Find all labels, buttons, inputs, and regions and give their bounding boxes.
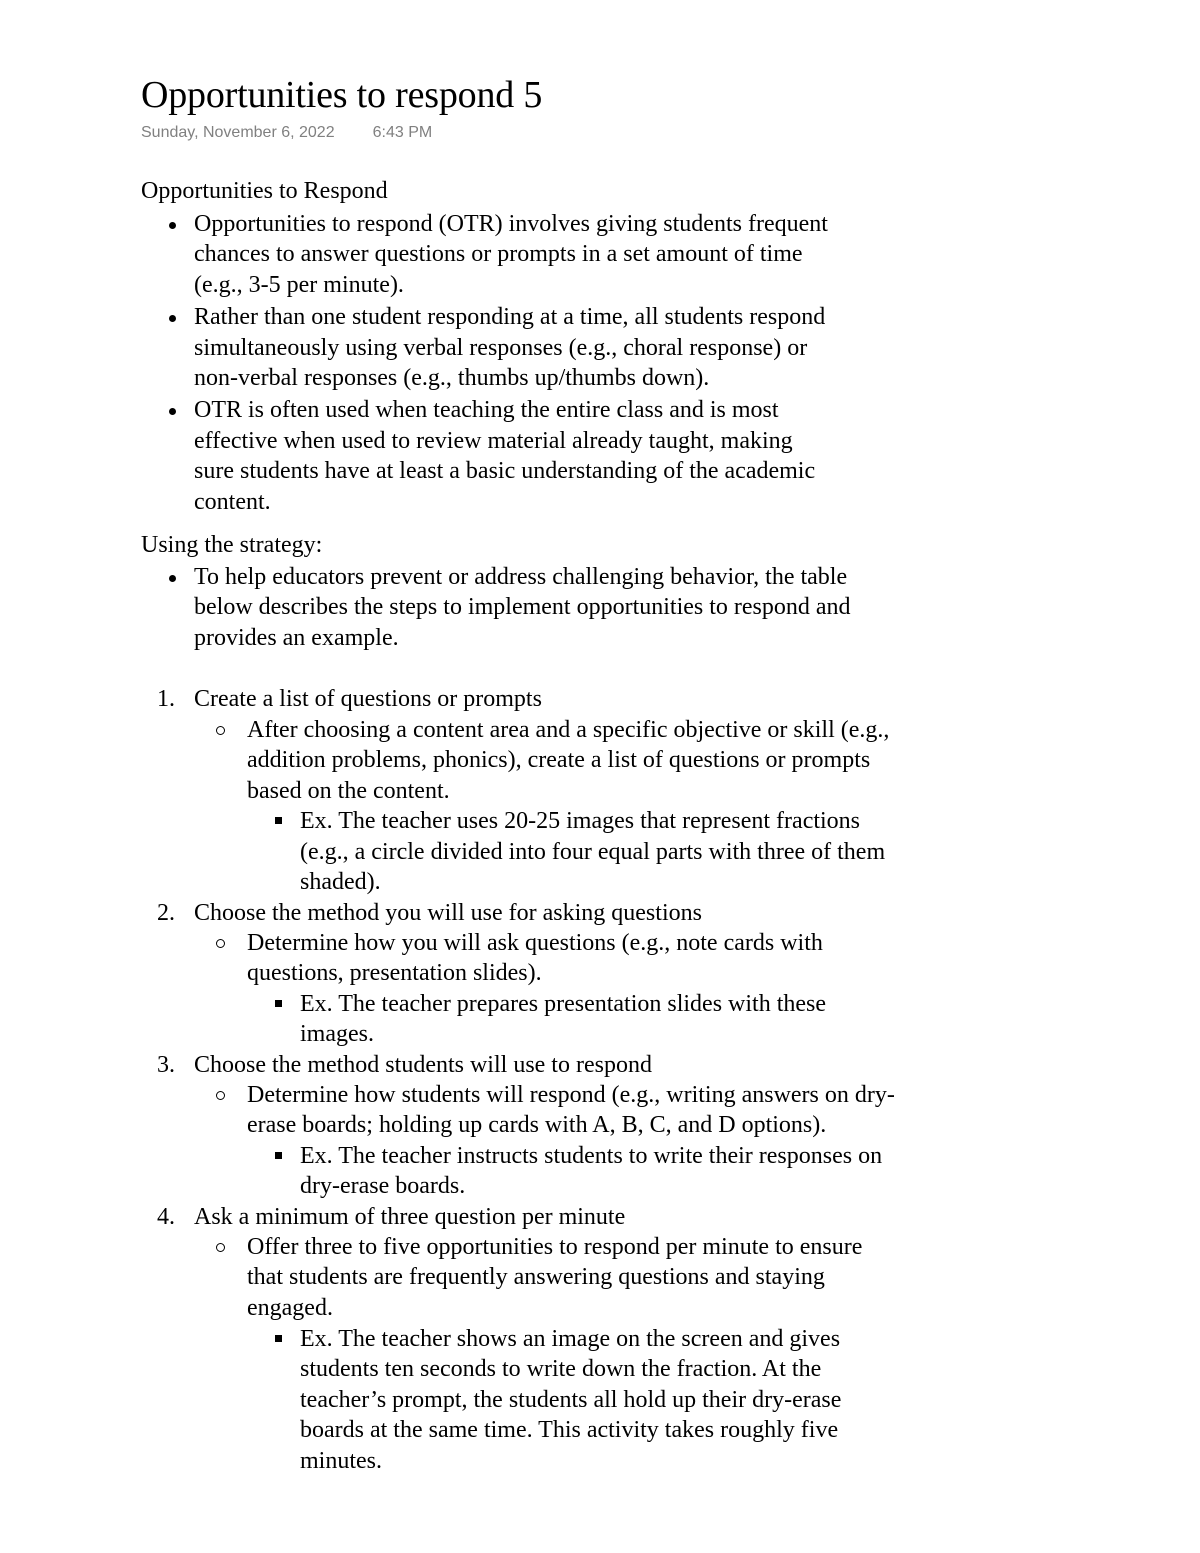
sub-item: Offer three to five opportunities to respond per minute to ensure	[247, 1234, 863, 1260]
example-item-cont: students ten seconds to write down the fraction. At the	[300, 1356, 822, 1382]
sub-item: After choosing a content area and a specific objective or skill (e.g.,	[247, 717, 890, 743]
sub-item-cont: questions, presentation slides).	[247, 960, 542, 986]
list-item-cont: chances to answer questions or prompts in a set amount of time	[194, 241, 803, 267]
section-heading-strategy: Using the strategy:	[141, 532, 323, 558]
bullet-circle-icon	[216, 939, 225, 948]
example-item-cont: minutes.	[300, 1448, 382, 1474]
sub-item-cont: erase boards; holding up cards with A, B, C, and D options).	[247, 1112, 827, 1138]
list-item: Opportunities to respond (OTR) involves giving students frequent	[194, 211, 828, 237]
sub-item-cont: engaged.	[247, 1295, 333, 1321]
step-label: Create a list of questions or prompts	[194, 686, 542, 712]
page-time: 6:43 PM	[372, 124, 433, 141]
example-item-cont: boards at the same time. This activity takes roughly five	[300, 1417, 839, 1443]
list-item-cont: (e.g., 3-5 per minute).	[194, 272, 404, 298]
example-item-cont: dry-erase boards.	[300, 1173, 466, 1199]
step-number: 4.	[157, 1204, 175, 1230]
step-label: Choose the method you will use for asking questions	[194, 900, 702, 926]
bullet-dot-icon	[169, 315, 176, 322]
bullet-dot-icon	[169, 408, 176, 415]
sub-item-cont: based on the content.	[247, 778, 450, 804]
example-item-cont: (e.g., a circle divided into four equal parts with three of them	[300, 839, 886, 865]
list-item-cont: sure students have at least a basic understanding of the academic	[194, 458, 816, 484]
list-item: Rather than one student responding at a time, all students respond	[194, 304, 826, 330]
sub-item-cont: that students are frequently answering questions and staying	[247, 1264, 825, 1290]
bullet-square-icon	[275, 817, 282, 824]
list-item-cont: provides an example.	[194, 625, 399, 651]
example-item-cont: shaded).	[300, 869, 381, 895]
page-title: Opportunities to respond 5	[141, 74, 543, 116]
step-label: Choose the method students will use to respond	[194, 1052, 652, 1078]
example-item: Ex. The teacher instructs students to write their responses on	[300, 1143, 883, 1169]
list-item: To help educators prevent or address challenging behavior, the table	[194, 564, 848, 590]
bullet-circle-icon	[216, 1243, 225, 1252]
bullet-square-icon	[275, 1152, 282, 1159]
example-item: Ex. The teacher prepares presentation slides with these	[300, 991, 827, 1017]
list-item-cont: effective when used to review material already taught, making	[194, 428, 793, 454]
step-label: Ask a minimum of three question per minute	[194, 1204, 626, 1230]
list-item-cont: simultaneously using verbal responses (e.g., choral response) or	[194, 335, 808, 361]
step-number: 1.	[157, 686, 175, 712]
sub-item: Determine how you will ask questions (e.g., note cards with	[247, 930, 823, 956]
bullet-circle-icon	[216, 1091, 225, 1100]
list-item-cont: below describes the steps to implement opportunities to respond and	[194, 594, 851, 620]
sub-item-cont: addition problems, phonics), create a list of questions or prompts	[247, 747, 871, 773]
bullet-dot-icon	[169, 222, 176, 229]
example-item-cont: images.	[300, 1021, 374, 1047]
list-item-cont: non-verbal responses (e.g., thumbs up/thumbs down).	[194, 365, 710, 391]
section-heading-otr: Opportunities to Respond	[141, 178, 388, 204]
page-date: Sunday, November 6, 2022	[141, 124, 335, 141]
page-timestamp	[141, 123, 432, 143]
list-item-cont: content.	[194, 489, 271, 515]
bullet-square-icon	[275, 1335, 282, 1342]
list-item: OTR is often used when teaching the entire class and is most	[194, 397, 779, 423]
bullet-circle-icon	[216, 726, 225, 735]
step-number: 2.	[157, 900, 175, 926]
bullet-square-icon	[275, 1000, 282, 1007]
example-item: Ex. The teacher uses 20-25 images that represent fractions	[300, 808, 861, 834]
example-item-cont: teacher’s prompt, the students all hold up their dry-erase	[300, 1387, 842, 1413]
example-item: Ex. The teacher shows an image on the screen and gives	[300, 1326, 841, 1352]
step-number: 3.	[157, 1052, 175, 1078]
bullet-dot-icon	[169, 575, 176, 582]
sub-item: Determine how students will respond (e.g., writing answers on dry-	[247, 1082, 895, 1108]
